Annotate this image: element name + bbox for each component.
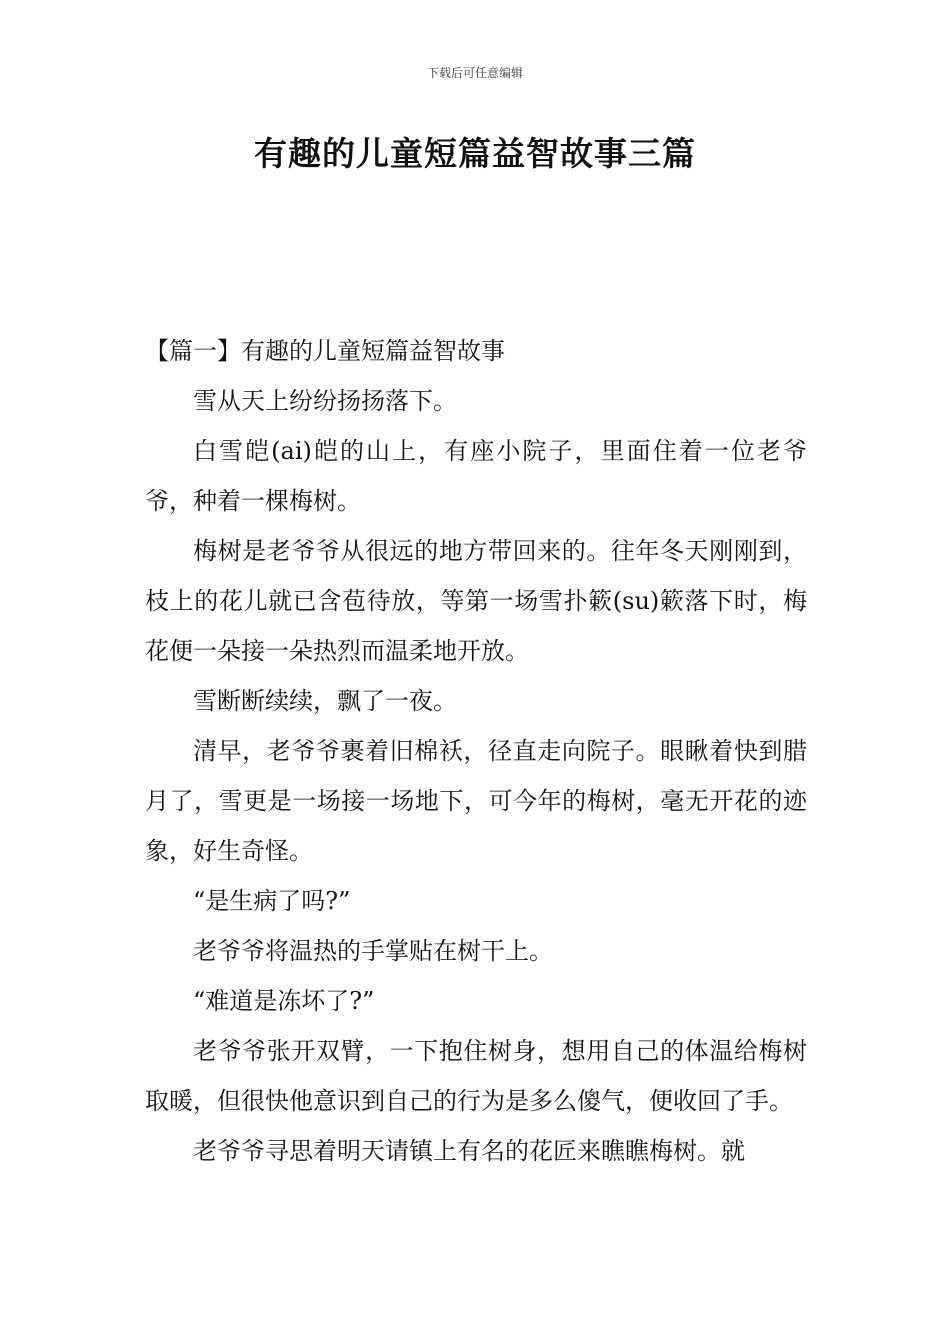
paragraph: 老爷爷张开双臂，一下抱住树身，想用自己的体温给梅树取暖，但很快他意识到自己的行为是多么傻气，便收回了手。 bbox=[145, 1037, 807, 1115]
paragraph: 老爷爷寻思着明天请镇上有名的花匠来瞧瞧梅树。就 bbox=[193, 1137, 745, 1165]
paragraph: 清早，老爷爷裹着旧棉袄，径直走向院子。眼瞅着快到腊月了，雪更是一场接一场地下，可今年的梅树，毫无开花的迹象，好生奇怪。 bbox=[145, 737, 807, 865]
section-heading: 【篇一】有趣的儿童短篇益智故事 bbox=[145, 337, 505, 365]
paragraph: 老爷爷将温热的手掌贴在树干上。 bbox=[193, 937, 553, 965]
paragraph: “难道是冻坏了?” bbox=[193, 987, 375, 1015]
paragraph: “是生病了吗?” bbox=[193, 887, 351, 915]
document-body bbox=[145, 326, 807, 1176]
header-note: 下载后可任意编辑 bbox=[426, 66, 523, 80]
paragraph: 梅树是老爷爷从很远的地方带回来的。往年冬天刚刚到，枝上的花儿就已含苞待放，等第一场雪扑簌(su)簌落下时，梅花便一朵接一朵热烈而温柔地开放。 bbox=[145, 537, 807, 665]
paragraph: 白雪皑(ai)皑的山上，有座小院子，里面住着一位老爷爷，种着一棵梅树。 bbox=[145, 437, 807, 515]
paragraph: 雪从天上纷纷扬扬落下。 bbox=[193, 387, 457, 415]
paragraph: 雪断断续续，飘了一夜。 bbox=[193, 687, 457, 715]
document-title: 有趣的儿童短篇益智故事三篇 bbox=[254, 134, 696, 173]
